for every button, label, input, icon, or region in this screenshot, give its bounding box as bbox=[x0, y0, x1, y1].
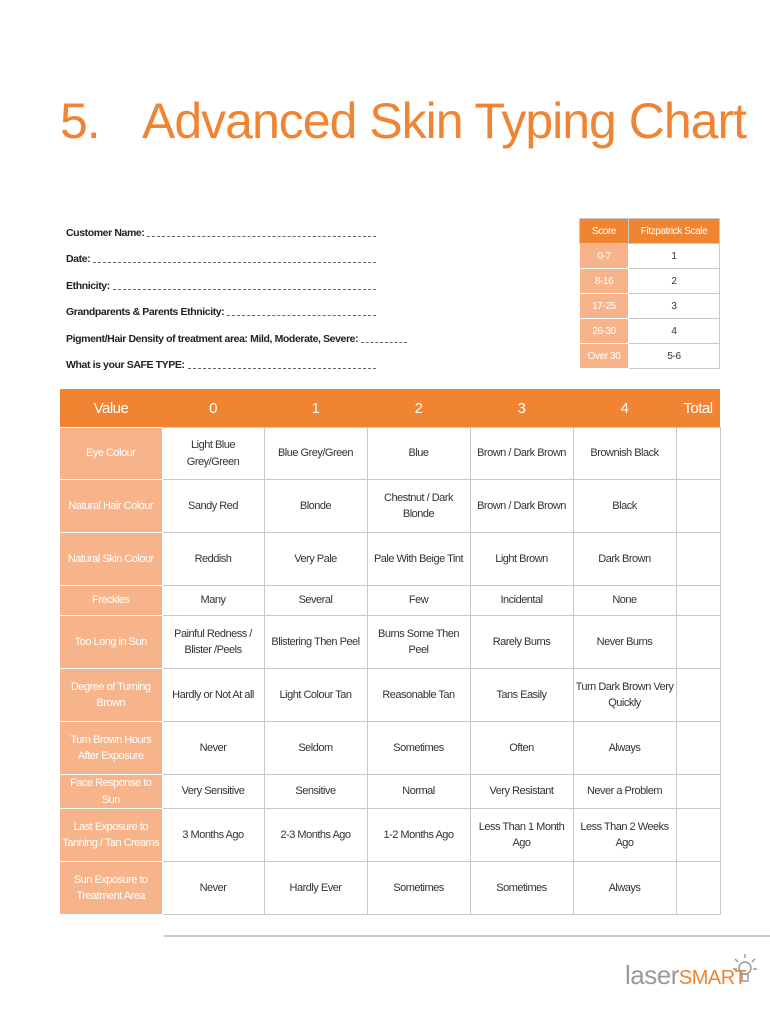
header-3: 3 bbox=[470, 389, 573, 428]
table-cell: Few bbox=[367, 586, 470, 616]
total-cell[interactable] bbox=[676, 480, 720, 533]
table-cell: Less Than 2 Weeks Ago bbox=[573, 809, 676, 862]
form-label: Pigment/Hair Density of treatment area: Mild, Moderate, Severe: bbox=[66, 332, 359, 345]
form-label: Ethnicity: bbox=[66, 279, 110, 292]
form-row-grandparents-ethnicity[interactable] bbox=[66, 292, 376, 319]
footer-divider bbox=[164, 935, 770, 937]
total-cell[interactable] bbox=[676, 533, 720, 586]
form-label: Date: bbox=[66, 253, 91, 265]
table-cell: Never bbox=[162, 862, 264, 915]
table-row bbox=[60, 616, 720, 669]
table-cell: Always bbox=[573, 862, 676, 915]
scale-value: 4 bbox=[629, 319, 720, 344]
table-cell: Seldom bbox=[264, 722, 367, 775]
scale-row bbox=[580, 269, 720, 294]
row-label: Turn Brown Hours After Exposure bbox=[60, 722, 162, 775]
scale-score: Over 30 bbox=[580, 344, 629, 369]
scale-value: 3 bbox=[629, 294, 720, 319]
scale-value: 1 bbox=[629, 244, 720, 269]
total-cell[interactable] bbox=[676, 616, 720, 669]
scale-score: 0-7 bbox=[580, 244, 629, 269]
total-cell[interactable] bbox=[676, 775, 720, 809]
header-2: 2 bbox=[367, 389, 470, 428]
table-cell: Less Than 1 Month Ago bbox=[470, 809, 573, 862]
total-cell[interactable] bbox=[676, 669, 720, 722]
form-blank[interactable] bbox=[113, 289, 376, 290]
table-cell: Brown / Dark Brown bbox=[470, 480, 573, 533]
customer-form bbox=[66, 212, 376, 371]
form-blank[interactable] bbox=[188, 368, 376, 369]
form-blank[interactable] bbox=[361, 342, 407, 343]
table-cell: Blonde bbox=[264, 480, 367, 533]
table-cell: Blistering Then Peel bbox=[264, 616, 367, 669]
scale-row bbox=[580, 344, 720, 369]
header-4: 4 bbox=[573, 389, 676, 428]
table-cell: Several bbox=[264, 586, 367, 616]
scale-header-score: Score bbox=[580, 219, 629, 244]
table-cell: Pale With Beige Tint bbox=[367, 533, 470, 586]
table-cell: None bbox=[573, 586, 676, 616]
table-row bbox=[60, 480, 720, 533]
table-cell: Sensitive bbox=[264, 775, 367, 809]
table-cell: Hardly Ever bbox=[264, 862, 367, 915]
scale-row bbox=[580, 244, 720, 269]
table-cell: Reasonable Tan bbox=[367, 669, 470, 722]
form-label: Customer Name: bbox=[66, 226, 145, 239]
form-label: What is your SAFE TYPE: bbox=[66, 359, 185, 371]
table-row bbox=[60, 533, 720, 586]
total-cell[interactable] bbox=[676, 809, 720, 862]
form-row-safe-type[interactable] bbox=[66, 345, 376, 372]
row-label: Face Response to Sun bbox=[60, 775, 162, 809]
header-total: Total bbox=[676, 389, 720, 428]
table-cell: Very Resistant bbox=[470, 775, 573, 809]
table-cell: Chestnut / Dark Blonde bbox=[367, 480, 470, 533]
total-cell[interactable] bbox=[676, 862, 720, 915]
table-row bbox=[60, 809, 720, 862]
table-cell: 1-2 Months Ago bbox=[367, 809, 470, 862]
scale-score: 8-16 bbox=[580, 269, 629, 294]
table-cell: Tans Easily bbox=[470, 669, 573, 722]
row-label: Degree of Turning Brown bbox=[60, 669, 162, 722]
table-cell: Light Blue Grey/Green bbox=[162, 428, 264, 480]
table-cell: 2-3 Months Ago bbox=[264, 809, 367, 862]
table-cell: Sometimes bbox=[367, 862, 470, 915]
scale-value: 5-6 bbox=[629, 344, 720, 369]
table-row bbox=[60, 669, 720, 722]
table-cell: Normal bbox=[367, 775, 470, 809]
section-number: 5. bbox=[60, 93, 100, 149]
table-cell: 3 Months Ago bbox=[162, 809, 264, 862]
table-row bbox=[60, 775, 720, 809]
row-label: Natural Skin Colour bbox=[60, 533, 162, 586]
lasersmart-logo: laserSMART bbox=[625, 960, 746, 990]
table-row bbox=[60, 586, 720, 616]
header-value: Value bbox=[60, 389, 162, 428]
row-label: Eye Colour bbox=[60, 428, 162, 480]
table-cell: Blue Grey/Green bbox=[264, 428, 367, 480]
header-0: 0 bbox=[162, 389, 264, 428]
table-cell: Very Sensitive bbox=[162, 775, 264, 809]
total-cell[interactable] bbox=[676, 586, 720, 616]
table-cell: Brown / Dark Brown bbox=[470, 428, 573, 480]
table-row bbox=[60, 722, 720, 775]
table-cell: Sometimes bbox=[470, 862, 573, 915]
table-cell: Always bbox=[573, 722, 676, 775]
fitzpatrick-scale-table bbox=[579, 218, 720, 369]
table-cell: Light Colour Tan bbox=[264, 669, 367, 722]
form-label: Grandparents & Parents Ethnicity: bbox=[66, 306, 225, 318]
form-row-pigment-density[interactable] bbox=[66, 318, 376, 345]
table-cell: Sandy Red bbox=[162, 480, 264, 533]
header-1: 1 bbox=[264, 389, 367, 428]
row-label: Last Exposure to Tanning / Tan Creams bbox=[60, 809, 162, 862]
table-cell: Very Pale bbox=[264, 533, 367, 586]
table-cell: Light Brown bbox=[470, 533, 573, 586]
table-cell: Turn Dark Brown Very Quickly bbox=[573, 669, 676, 722]
form-blank[interactable] bbox=[93, 262, 376, 263]
row-label: Sun Exposure to Treatment Area bbox=[60, 862, 162, 915]
table-cell: Reddish bbox=[162, 533, 264, 586]
table-cell: Painful Redness / Blister /Peels bbox=[162, 616, 264, 669]
lightbulb-icon bbox=[732, 950, 758, 990]
table-cell: Never a Problem bbox=[573, 775, 676, 809]
table-row bbox=[60, 428, 720, 480]
row-label: Natural Hair Colour bbox=[60, 480, 162, 533]
table-cell: Dark Brown bbox=[573, 533, 676, 586]
row-label: Too Long in Sun bbox=[60, 616, 162, 669]
scale-score: 17-25 bbox=[580, 294, 629, 319]
total-cell[interactable] bbox=[676, 428, 720, 480]
scale-score: 26-30 bbox=[580, 319, 629, 344]
page-title bbox=[60, 92, 746, 150]
table-cell: Rarely Burns bbox=[470, 616, 573, 669]
table-cell: Sometimes bbox=[367, 722, 470, 775]
skin-typing-table bbox=[60, 389, 721, 915]
scale-value: 2 bbox=[629, 269, 720, 294]
scale-row bbox=[580, 319, 720, 344]
form-blank[interactable] bbox=[227, 315, 376, 316]
title-text: Advanced Skin Typing Chart bbox=[142, 93, 747, 149]
form-row-date[interactable] bbox=[66, 239, 376, 266]
table-cell: Hardly or Not At all bbox=[162, 669, 264, 722]
table-cell: Burns Some Then Peel bbox=[367, 616, 470, 669]
table-cell: Incidental bbox=[470, 586, 573, 616]
table-header-row bbox=[60, 389, 720, 428]
table-cell: Blue bbox=[367, 428, 470, 480]
form-row-customer-name[interactable] bbox=[66, 212, 376, 239]
table-cell: Brownish Black bbox=[573, 428, 676, 480]
table-row bbox=[60, 862, 720, 915]
row-label: Freckles bbox=[60, 586, 162, 616]
table-cell: Black bbox=[573, 480, 676, 533]
table-cell: Often bbox=[470, 722, 573, 775]
table-cell: Never Burns bbox=[573, 616, 676, 669]
table-cell: Many bbox=[162, 586, 264, 616]
form-blank[interactable] bbox=[147, 236, 376, 237]
scale-row bbox=[580, 294, 720, 319]
total-cell[interactable] bbox=[676, 722, 720, 775]
scale-header-fitzpatrick: Fitzpatrick Scale bbox=[629, 219, 720, 244]
table-cell: Never bbox=[162, 722, 264, 775]
form-row-ethnicity[interactable] bbox=[66, 265, 376, 292]
